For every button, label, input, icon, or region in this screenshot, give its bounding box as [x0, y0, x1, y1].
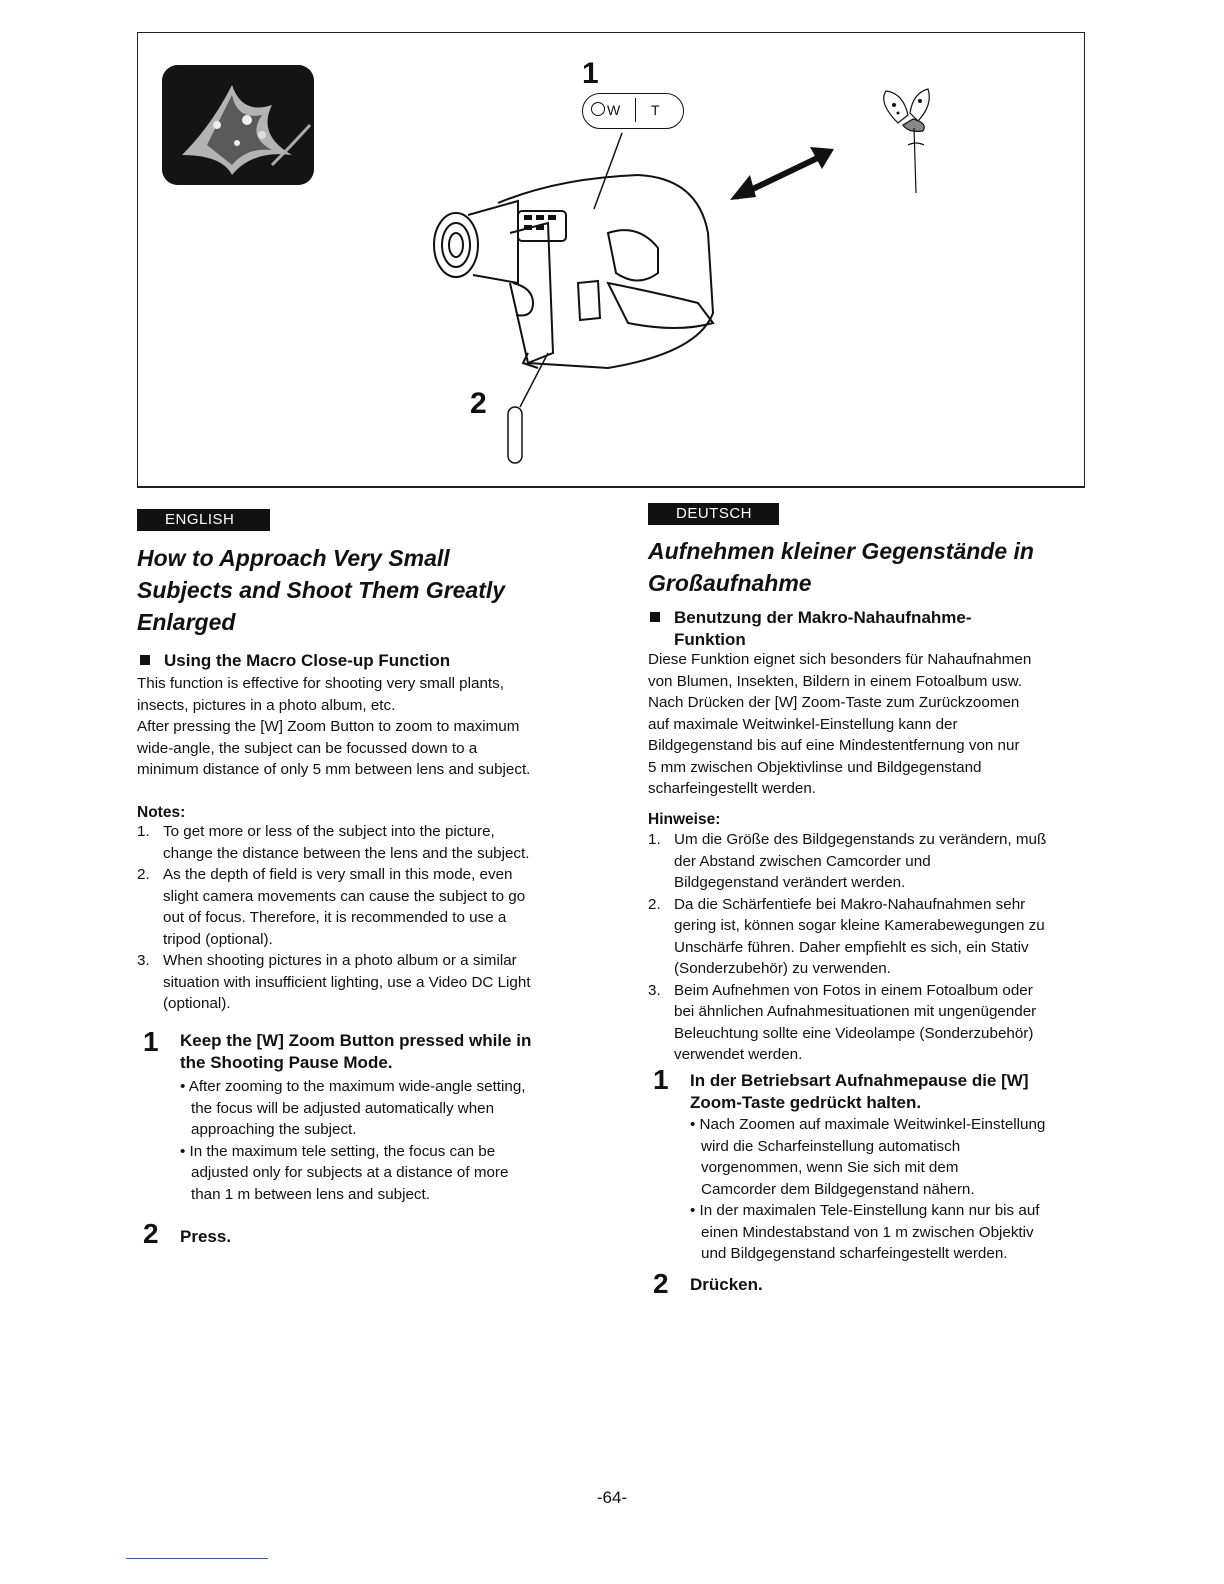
- deutsch-intro-line: Nach Drücken der [W] Zoom-Taste zum Zurückzoomen: [648, 694, 1020, 711]
- zoom-t-label: T: [651, 102, 660, 118]
- step-number: 2: [653, 1268, 669, 1299]
- note-line: Um die Größe des Bildgegenstands zu verändern, muß: [674, 831, 1047, 848]
- bullet-line: In the maximum tele setting, the focus can be: [189, 1142, 496, 1160]
- bullet-line: vorgenommen, wenn Sie sich mit dem: [701, 1159, 959, 1176]
- deutsch-intro-line: scharfeingestellt werden.: [648, 780, 816, 797]
- note-line: der Abstand zwischen Camcorder und: [674, 852, 931, 870]
- english-intro-line: insects, pictures in a photo album, etc.: [137, 696, 396, 714]
- deutsch-intro-line: von Blumen, Insekten, Bildern in einem Fotoalbum usw.: [648, 672, 1022, 690]
- note-line: slight camera movements can cause the subject to go: [163, 887, 526, 905]
- english-language-badge: ENGLISH: [137, 509, 270, 531]
- deutsch-intro-line: Diese Funktion eignet sich besonders für Nahaufnahmen: [648, 651, 1032, 668]
- note-number: 2.: [648, 895, 661, 913]
- bullet-line: approaching the subject.: [191, 1121, 357, 1138]
- bullet-line: adjusted only for subjects at a distance of more: [191, 1164, 509, 1181]
- note-line: gering ist, können sogar kleine Kamerabewegungen zu: [674, 917, 1045, 934]
- deutsch-language-badge: DEUTSCH: [648, 503, 779, 525]
- step-number: 2: [143, 1218, 159, 1249]
- note-item: [137, 821, 607, 864]
- english-notes-heading: Notes:: [137, 804, 186, 821]
- note-number: 3.: [648, 981, 661, 999]
- bullet-line: einen Mindestabstand von 1 m zwischen Objektiv: [701, 1223, 1034, 1241]
- bullet-line: Camcorder dem Bildgegenstand nähern.: [701, 1180, 975, 1198]
- deutsch-subheading-line: Funktion: [674, 630, 746, 649]
- square-bullet-icon: [650, 612, 660, 622]
- note-line: bei ähnlichen Aufnahmesituationen mit ungenügender: [674, 1003, 1037, 1020]
- note-number: 2.: [137, 866, 150, 883]
- deutsch-step-2: [653, 1268, 953, 1308]
- note-item: [648, 980, 1108, 1066]
- deutsch-notes-list: [648, 829, 1108, 1066]
- english-title-line: Subjects and Shoot Them Greatly: [137, 577, 506, 603]
- note-line: As the depth of field is very small in this mode, even: [163, 866, 513, 883]
- step-heading-line: the Shooting Pause Mode.: [180, 1053, 393, 1072]
- deutsch-title: [648, 535, 1108, 599]
- english-title-line: How to Approach Very Small: [137, 545, 450, 571]
- english-intro-line: This function is effective for shooting very small plants,: [137, 675, 504, 692]
- deutsch-title-line: Großaufnahme: [648, 570, 812, 596]
- bullet-item: • Nach Zoomen auf maximale Weitwinkel-Einstellung wird die Scharfeinstellung automatisch vorgenommen, wenn Sie sich mit dem Camcorder dem Bildgegenstand nähern.: [690, 1116, 1046, 1198]
- step-heading-line: Keep the [W] Zoom Button pressed while in: [180, 1031, 532, 1050]
- bullet-line: wird die Scharfeinstellung automatisch: [701, 1137, 961, 1155]
- note-line: change the distance between the lens and the subject.: [163, 844, 530, 862]
- note-line: (Sonderzubehör) zu verwenden.: [674, 960, 891, 977]
- step-bullets: [180, 1076, 600, 1205]
- english-notes-list: [137, 821, 607, 1015]
- note-line: When shooting pictures in a photo album or a similar: [163, 952, 517, 969]
- deutsch-intro: [648, 649, 1108, 800]
- note-item: [137, 864, 607, 950]
- illustration-panel: [137, 32, 1085, 488]
- step-heading-line: Zoom-Taste gedrückt halten.: [690, 1093, 922, 1112]
- step-heading: [180, 1030, 531, 1074]
- english-intro-line: After pressing the [W] Zoom Button to zoom to maximum: [137, 718, 520, 735]
- step-number: 1: [653, 1064, 669, 1095]
- bullet-item: • After zooming to the maximum wide-angle setting, the focus will be adjusted automatically when approaching the subject.: [180, 1078, 526, 1138]
- deutsch-subheading: [650, 607, 972, 651]
- step-heading: Drücken.: [690, 1275, 763, 1294]
- callout-2: 2: [470, 387, 487, 420]
- note-line: verwendet werden.: [674, 1046, 803, 1063]
- note-line: Unschärfe führen. Daher empfiehlt es sich, ein Stativ: [674, 938, 1029, 956]
- english-subheading: [140, 650, 450, 672]
- deutsch-step-1: [653, 1064, 1113, 1268]
- english-intro: [137, 673, 607, 781]
- note-number: 3.: [137, 952, 150, 969]
- note-item: [137, 950, 607, 1015]
- step-bullets: [690, 1114, 1110, 1265]
- deutsch-intro-line: Bildgegenstand bis auf eine Mindestentfernung von nur: [648, 737, 1020, 754]
- note-number: 1.: [137, 823, 150, 840]
- square-bullet-icon: [140, 655, 150, 665]
- camcorder-drawing: [138, 33, 1084, 485]
- step-heading: [690, 1070, 1028, 1114]
- note-line: out of focus. Therefore, it is recommended to use a: [163, 909, 507, 926]
- deutsch-intro-line: auf maximale Weitwinkel-Einstellung kann der: [648, 715, 958, 733]
- note-item: [648, 894, 1108, 980]
- note-number: 1.: [648, 831, 661, 848]
- english-step-2: [143, 1218, 443, 1258]
- bullet-line: In der maximalen Tele-Einstellung kann nur bis auf: [699, 1202, 1040, 1219]
- english-intro-line: minimum distance of only 5 mm between lens and subject.: [137, 761, 531, 778]
- bullet-item: • In the maximum tele setting, the focus can be adjusted only for subjects at a distance of more than 1 m between lens and subject.: [180, 1142, 509, 1203]
- english-subheading-text: Using the Macro Close-up Function: [164, 651, 451, 670]
- note-line: (optional).: [163, 995, 231, 1012]
- note-line: tripod (optional).: [163, 930, 273, 948]
- note-line: Bildgegenstand verändert werden.: [674, 874, 906, 891]
- note-line: situation with insufficient lighting, use a Video DC Light: [163, 973, 531, 991]
- zoom-w-label: W: [607, 102, 621, 118]
- bullet-line: the focus will be adjusted automatically when: [191, 1099, 495, 1117]
- note-line: Beim Aufnehmen von Fotos in einem Fotoalbum oder: [674, 981, 1033, 999]
- step-heading-line: In der Betriebsart Aufnahmepause die [W]: [690, 1071, 1029, 1090]
- note-line: Da die Schärfentiefe bei Makro-Nahaufnahmen sehr: [674, 895, 1026, 913]
- english-intro-line: wide-angle, the subject can be focussed down to a: [137, 739, 478, 757]
- bullet-line: than 1 m between lens and subject.: [191, 1185, 430, 1203]
- english-step-1: [143, 1026, 613, 1205]
- bullet-line: Nach Zoomen auf maximale Weitwinkel-Einstellung: [699, 1116, 1046, 1133]
- step-heading: Press.: [180, 1227, 232, 1246]
- deutsch-title-line: Aufnehmen kleiner Gegenstände in: [648, 538, 1034, 564]
- bullet-line: und Bildgegenstand scharfeingestellt werden.: [701, 1245, 1008, 1262]
- bullet-line: After zooming to the maximum wide-angle setting,: [188, 1078, 526, 1095]
- deutsch-intro-line: 5 mm zwischen Objektivlinse und Bildgegenstand: [648, 758, 982, 776]
- note-line: To get more or less of the subject into the picture,: [163, 823, 495, 840]
- english-title-line: Enlarged: [137, 609, 236, 635]
- note-line: Beleuchtung sollte eine Videolampe (Sonderzubehör): [674, 1024, 1034, 1042]
- note-item: [648, 829, 1108, 894]
- bullet-item: • In der maximalen Tele-Einstellung kann nur bis auf einen Mindestabstand von 1 m zwischen Objektiv und Bildgegenstand scharfeingestellt werden.: [690, 1202, 1040, 1262]
- page-number: -64-: [596, 1488, 628, 1507]
- callout-1: 1: [582, 57, 599, 90]
- step-number: 1: [143, 1026, 159, 1057]
- deutsch-subheading-line: Benutzung der Makro-Nahaufnahme-: [674, 608, 972, 627]
- deutsch-notes-heading: Hinweise:: [648, 811, 721, 828]
- english-title: [137, 542, 607, 638]
- footer-divider: [126, 1558, 268, 1559]
